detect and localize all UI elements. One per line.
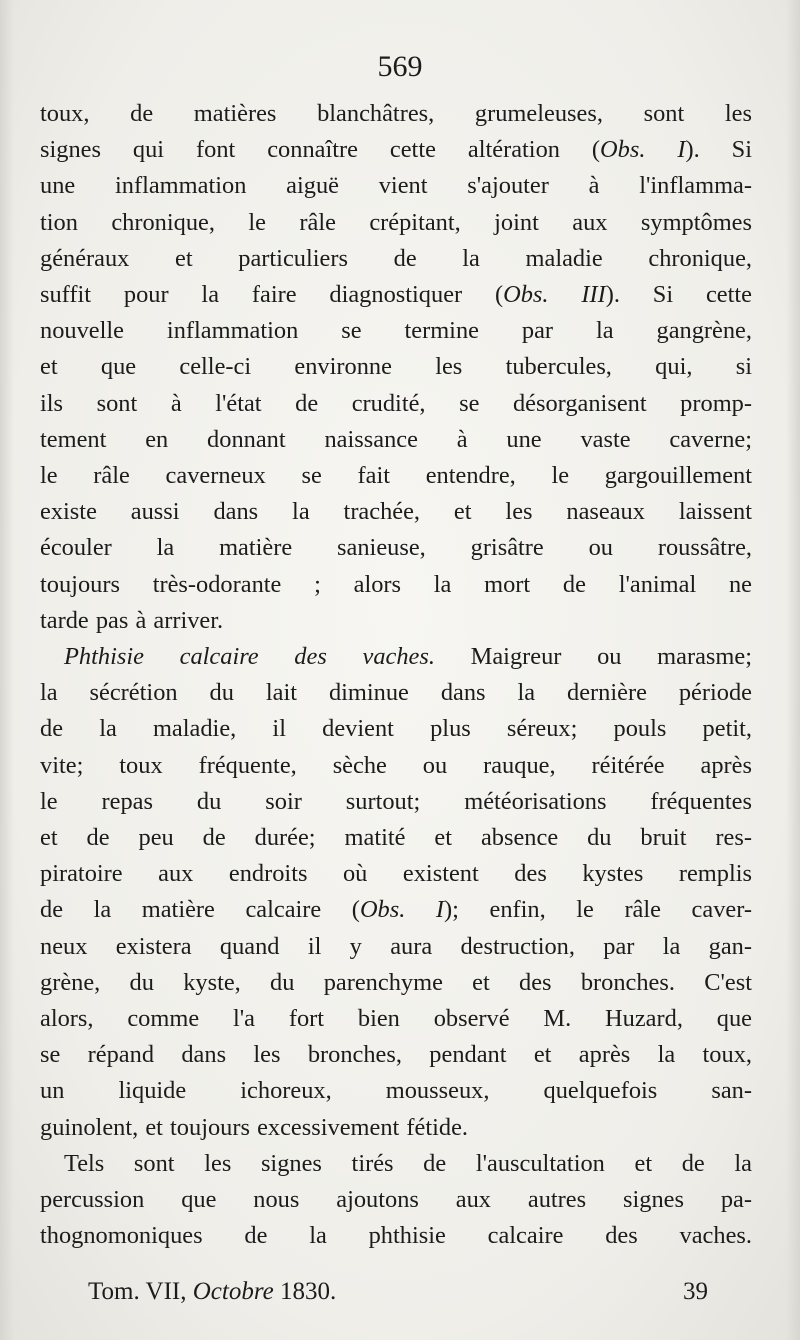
text-line: tarde pas à arriver. — [40, 606, 224, 634]
scan-shadow-left — [0, 0, 14, 1340]
text-line: signes qui font connaître cette altération (Obs. I). Si — [40, 136, 752, 164]
text-line: vite; toux fréquente, sèche ou rauque, réitérée après — [40, 751, 752, 779]
text-line: une inflammation aiguë vient s'ajouter à l'inflamma- — [40, 172, 752, 200]
page-footer — [88, 1278, 708, 1306]
text-line: suffit pour la faire diagnostiquer (Obs. III). Si cette — [40, 281, 752, 309]
text-line: percussion que nous ajoutons aux autres signes pa- — [40, 1186, 752, 1214]
text-line: écouler la matière sanieuse, grisâtre ou roussâtre, — [40, 534, 752, 562]
text-line: thognomoniques de la phthisie calcaire des vaches. — [40, 1222, 752, 1250]
text-line: de la maladie, il devient plus séreux; pouls petit, — [40, 715, 752, 743]
page-number: 569 — [377, 50, 423, 83]
text-line: nouvelle inflammation se termine par la gangrène, — [40, 317, 752, 345]
text-line: Tels sont les signes tirés de l'auscultation et de la — [64, 1149, 752, 1177]
text-line: alors, comme l'a fort bien observé M. Huzard, que — [40, 1005, 752, 1033]
body-text — [40, 96, 752, 1255]
section-heading: Phthisie calcaire des vaches. — [64, 643, 435, 671]
text-line: guinolent, et toujours excessivement fétide. — [40, 1113, 469, 1141]
text-line: tion chronique, le râle crépitant, joint aux symptômes — [40, 208, 752, 236]
text-line: le repas du soir surtout; météorisations fréquentes — [40, 787, 752, 815]
text-line: neux existera quand il y aura destruction, par la gan- — [40, 932, 752, 960]
volume-date: Tom. VII, Octobre 1830. — [88, 1278, 337, 1305]
text-line: un liquide ichoreux, mousseux, quelquefois san- — [40, 1077, 752, 1105]
text-line: le râle caverneux se fait entendre, le gargouillement — [40, 462, 752, 490]
scan-shadow-right — [786, 0, 800, 1340]
text-line: tement en donnant naissance à une vaste caverne; — [40, 425, 752, 453]
text-line-heading — [40, 639, 752, 675]
text-line: grène, du kyste, du parenchyme et des bronches. C'est — [40, 968, 752, 996]
text-line: la sécrétion du lait diminue dans la dernière période — [40, 679, 752, 707]
text-line: généraux et particuliers de la maladie chronique, — [40, 244, 752, 272]
text-line: de la matière calcaire (Obs. I); enfin, le râle caver- — [40, 896, 752, 924]
text-line: et de peu de durée; matité et absence du bruit res- — [40, 824, 752, 852]
text-line: existe aussi dans la trachée, et les naseaux laissent — [40, 498, 752, 526]
text-line: piratoire aux endroits où existent des kystes remplis — [40, 860, 752, 888]
text-line: ils sont à l'état de crudité, se désorganisent promp- — [40, 389, 752, 417]
text-line: toux, de matières blanchâtres, grumeleuses, sont les — [40, 100, 752, 127]
text-line: se répand dans les bronches, pendant et après la toux, — [40, 1041, 752, 1069]
text-line: et que celle-ci environne les tubercules, qui, si — [40, 353, 752, 381]
text-line-rest: Maigreur ou marasme; — [470, 643, 752, 671]
signature-mark: 39 — [683, 1278, 708, 1305]
text-line: toujours très-odorante ; alors la mort de l'animal ne — [40, 570, 752, 598]
